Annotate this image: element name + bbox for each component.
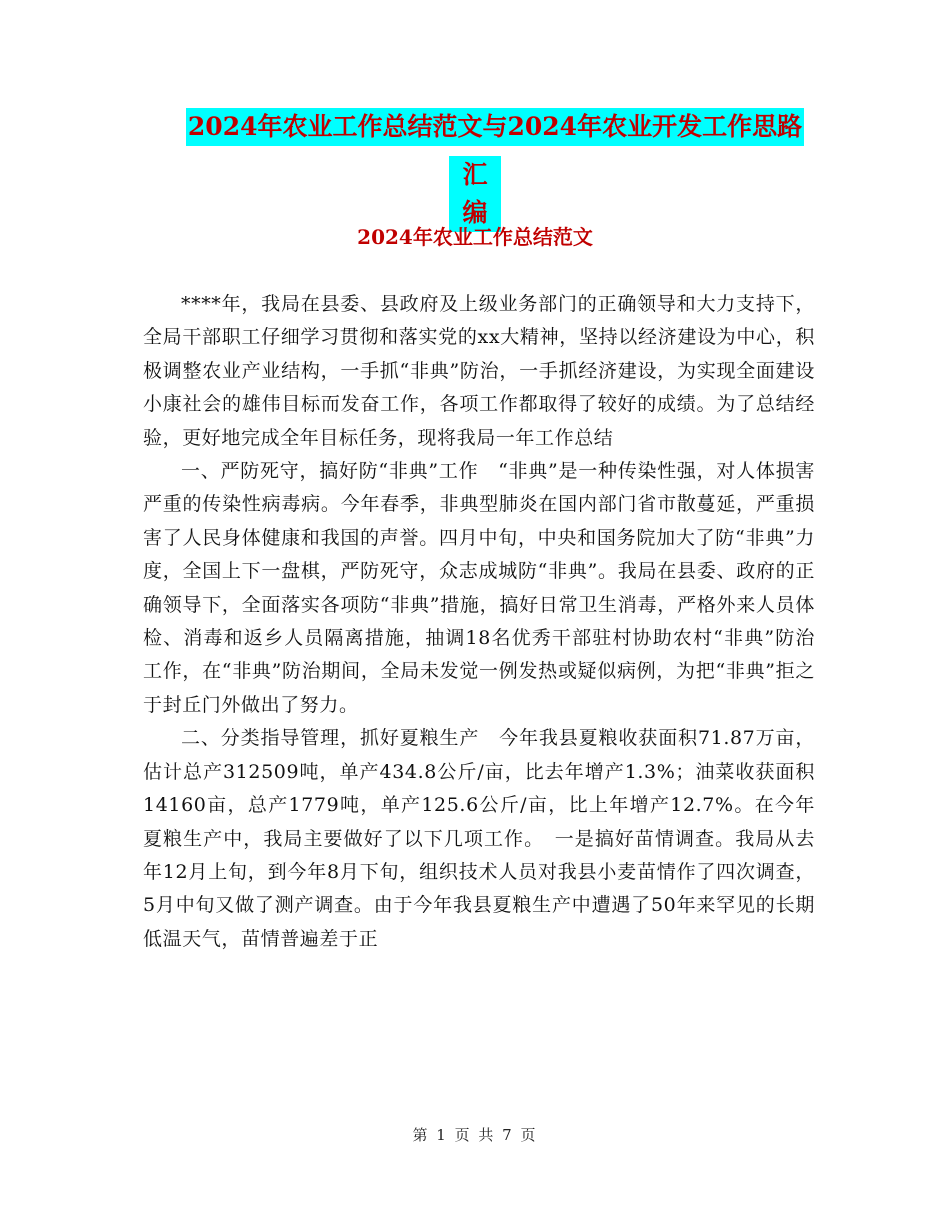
- paragraph-intro: ****年，我局在县委、县政府及上级业务部门的正确领导和大力支持下，全局干部职工仔细学习贯彻和落实党的xx大精神，坚持以经济建设为中心，积极调整农业产业结构，一手抓“非典”防治，一手抓经济建设，为实现全面建设小康社会的雄伟目标而发奋工作，各项工作都取得了较好的成绩。为了总结经验，更好地完成全年目标任务，现将我局一年工作总结: [143, 293, 815, 449]
- page-footer: 第 1 页 共 7 页: [412, 1126, 538, 1144]
- section-heading: 2024年农业工作总结范文: [357, 225, 593, 249]
- document-body: [143, 288, 815, 956]
- paragraph-section-1: 一、严防死守，搞好防“非典”工作 “非典”是一种传染性强，对人体损害严重的传染性病毒病。今年春季，非典型肺炎在国内部门省市散蔓延，严重损害了人民身体健康和我国的声誉。四月中旬，中央和国务院加大了防“非典”力度，全国上下一盘棋，严防死守，众志成城防“非典”。我局在县委、政府的正确领导下，全面落实各项防“非典”措施，搞好日常卫生消毒，严格外来人员体检、消毒和返乡人员隔离措施，抽调18名优秀干部驻村协助农村“非典”防治工作，在“非典”防治期间，全局未发觉一例发热或疑似病例，为把“非典”拒之于封丘门外做出了努力。: [143, 460, 815, 716]
- document-title-line-1: 2024年农业工作总结范文与2024年农业开发工作思路: [186, 108, 804, 146]
- document-title: [0, 108, 950, 232]
- paragraph-section-2: 二、分类指导管理，抓好夏粮生产 今年我县夏粮收获面积71.87万亩，估计总产312509吨，单产434.8公斤/亩，比去年增产1.3%；油菜收获面积14160亩，总产1779吨，单产125.6公斤/亩，比上年增产12.7%。在今年夏粮生产中，我局主要做好了以下几项工作。 一是搞好苗情调查。我局从去年12月上旬，到今年8月下旬，组织技术人员对我县小麦苗情作了四次调查，5月中旬又做了测产调查。由于今年我县夏粮生产中遭遇了50年来罕见的长期低温天气，苗情普遍差于正: [143, 727, 815, 950]
- document-title-line-2: 汇编: [449, 156, 501, 232]
